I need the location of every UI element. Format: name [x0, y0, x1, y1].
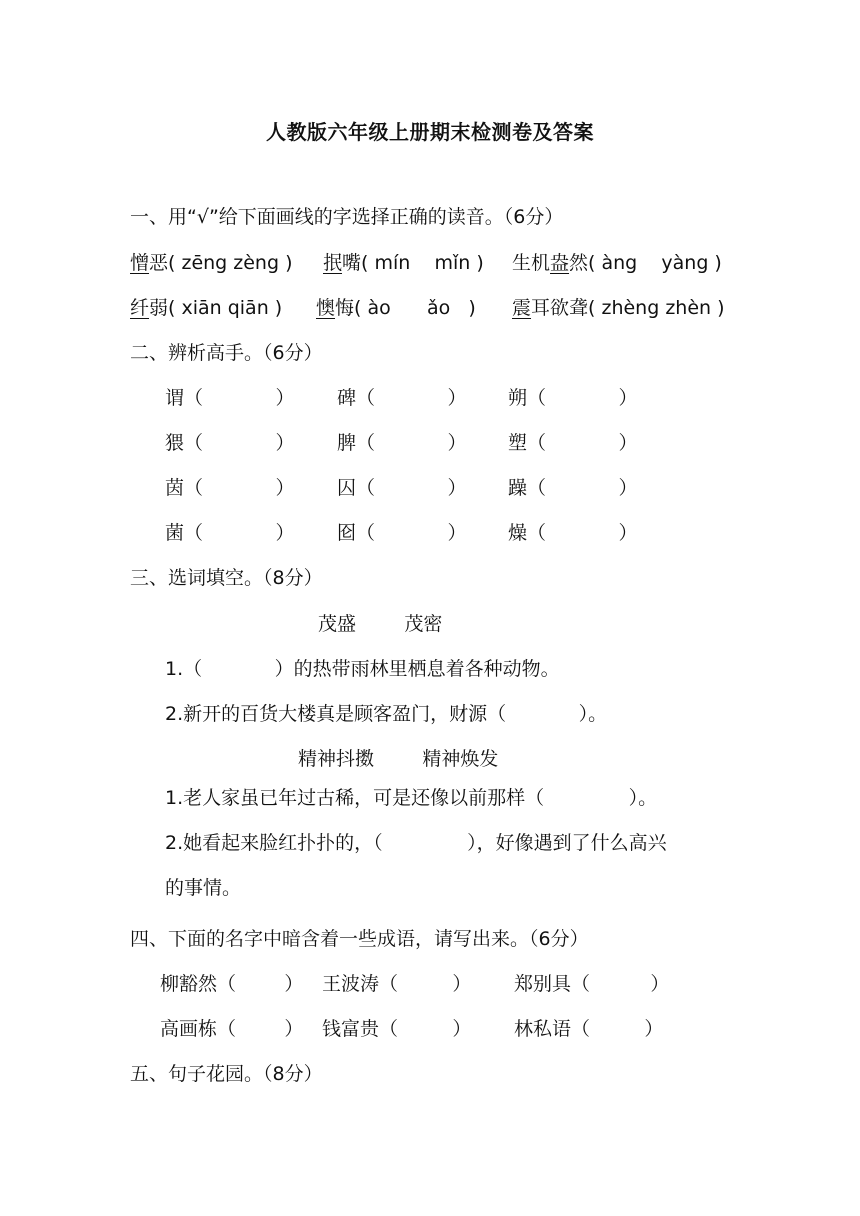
underlined-char: 抿: [323, 252, 343, 274]
word-choices: 精神抖擞 精神焕发: [298, 748, 499, 770]
char-blank: 躁（ ）: [508, 477, 638, 499]
section-3-heading: 三、选词填空。（8分）: [130, 567, 323, 589]
name-blank: 钱富贵（ ）: [322, 1018, 472, 1040]
pinyin-options: 耳欲聋( zhèng zhèn ): [531, 297, 725, 319]
underlined-char: 震: [512, 297, 532, 319]
char-blank: 囵（ ）: [337, 522, 467, 544]
char-blank: 菌（ ）: [165, 522, 295, 544]
name-blank: 林私语（ ）: [514, 1018, 664, 1040]
underlined-char: 懊: [316, 297, 336, 319]
underlined-char: 憎: [130, 252, 150, 274]
question: 1.老人家虽已年过古稀，可是还像以前那样（ ）。: [165, 787, 658, 809]
char-blank: 燥（ ）: [508, 522, 638, 544]
pinyin-options: 然( àng yàng ): [569, 252, 722, 274]
char-blank: 塑（ ）: [508, 432, 638, 454]
char-blank: 囚（ ）: [337, 477, 467, 499]
pinyin-item: [316, 296, 476, 320]
name-blank: 王波涛（ ）: [322, 973, 472, 995]
section-1-heading: 一、用“√”给下面画线的字选择正确的读音。（6分）: [130, 206, 564, 228]
pinyin-options: 悔( ào ǎo ): [335, 297, 476, 319]
underlined-char: 盎: [550, 252, 570, 274]
question-continuation: 的事情。: [165, 877, 242, 899]
question: 2.她看起来脸红扑扑的，（ ），好像遇到了什么高兴: [165, 832, 667, 854]
char-blank: 谓（ ）: [165, 387, 295, 409]
section-4-heading: 四、下面的名字中暗含着一些成语，请写出来。（6分）: [130, 928, 589, 950]
pinyin-options: 弱( xiān qiān ): [149, 297, 283, 319]
underlined-char: 纤: [130, 297, 150, 319]
name-blank: 柳豁然（ ）: [160, 973, 304, 995]
name-blank: 高画栋（ ）: [160, 1018, 304, 1040]
pinyin-item: [130, 251, 293, 275]
word-choices: 茂盛 茂密: [318, 613, 443, 635]
char-blank: 朔（ ）: [508, 387, 638, 409]
question: 2.新开的百货大楼真是顾客盈门，财源（ ）。: [165, 703, 608, 725]
char-blank: 猥（ ）: [165, 432, 295, 454]
prefix-text: 生机: [512, 252, 551, 274]
pinyin-item: [130, 296, 282, 320]
pinyin-options: 嘴( mín mǐn ): [342, 252, 484, 274]
pinyin-item: [512, 251, 722, 275]
char-blank: 脾（ ）: [337, 432, 467, 454]
section-2-heading: 二、辨析高手。（6分）: [130, 342, 323, 364]
char-blank: 茵（ ）: [165, 477, 295, 499]
question: 1.（ ）的热带雨林里栖息着各种动物。: [165, 658, 560, 680]
pinyin-options: 恶( zēng zèng ): [149, 252, 293, 274]
pinyin-item: [323, 251, 484, 275]
name-blank: 郑别具（ ）: [514, 973, 670, 995]
pinyin-item: [512, 296, 725, 320]
char-blank: 碑（ ）: [337, 387, 467, 409]
page-title: 人教版六年级上册期末检测卷及答案: [266, 120, 594, 144]
section-5-heading: 五、句子花园。（8分）: [130, 1063, 323, 1085]
